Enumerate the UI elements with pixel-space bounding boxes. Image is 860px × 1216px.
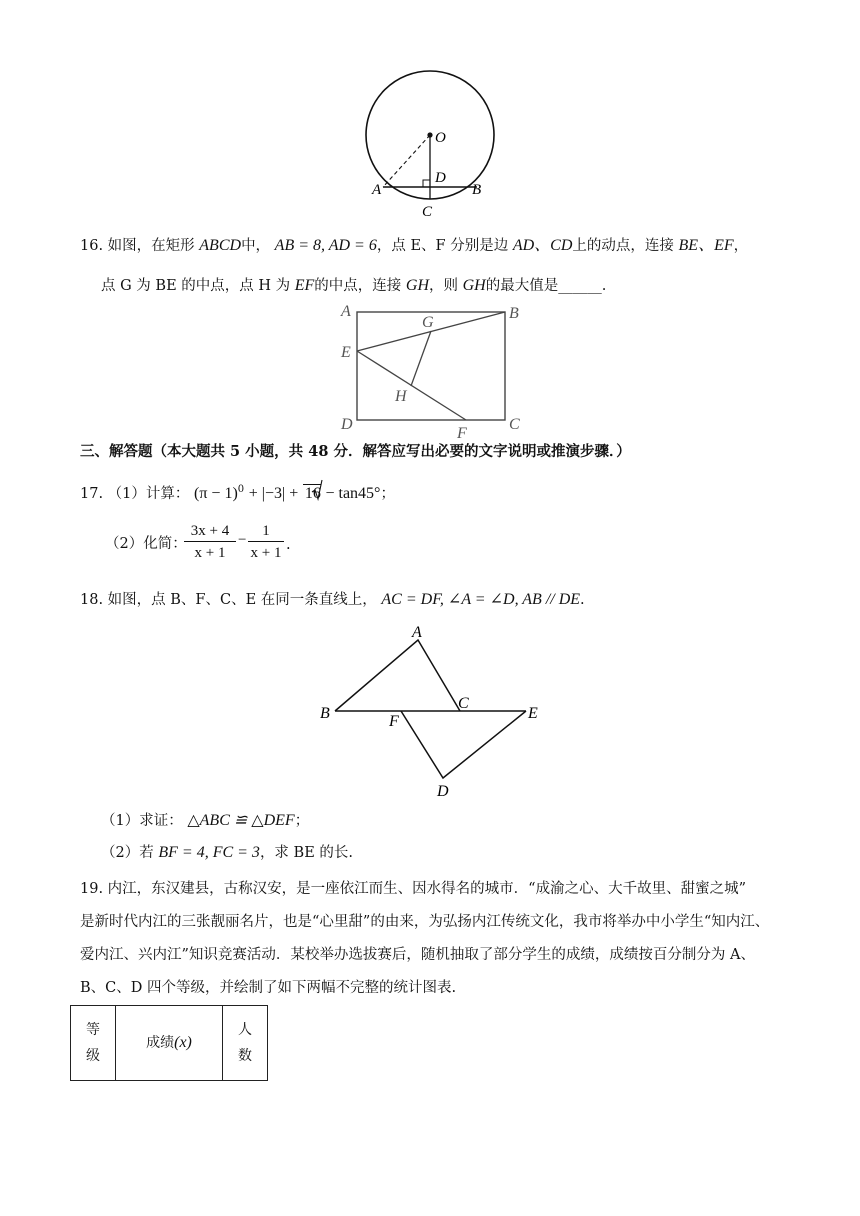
header-count: 人 数	[223, 1006, 268, 1081]
q17-part2-end: .	[286, 537, 291, 553]
triangles-figure	[310, 620, 550, 800]
label-c: C	[422, 204, 433, 220]
q16-line2: 点 G 为 BE 的中点，点 H 为 EF的中点，连接 GH，则 GH的最大值是______.	[101, 277, 607, 294]
rectangle-figure	[335, 298, 535, 440]
label-b: B	[509, 305, 519, 322]
header-score: 成绩(x)	[116, 1006, 223, 1081]
label-a: A	[341, 303, 351, 320]
label-b: B	[472, 182, 482, 198]
label-a: A	[412, 624, 422, 641]
q18-stem: 18. 如图，点 B、F、C、E 在同一条直线上， AC = DF, ∠A = ∠D, AB // DE.	[80, 591, 585, 608]
q16-line1: 16. 如图，在矩形 ABCD中， AB = 8, AD = 6，点 E、F 分别是边 AD、CD上的动点，连接 BE、EF，	[80, 237, 749, 254]
q19-line4: B、C、D 四个等级，并绘制了如下两幅不完整的统计图表.	[80, 980, 457, 996]
label-c: C	[458, 695, 469, 712]
label-b: B	[320, 705, 330, 722]
label-d: D	[341, 416, 353, 433]
sqrt-radicand: 16	[304, 484, 321, 502]
fraction-2: 1 x + 1	[248, 521, 284, 564]
circle-figure	[355, 70, 505, 220]
table-row	[71, 1006, 268, 1081]
label-f: F	[389, 713, 399, 730]
label-d: D	[435, 170, 446, 186]
q18-part1: （1）求证： △ABC ≌ △DEF；	[101, 812, 310, 829]
q18-part2: （2）若 BF = 4, FC = 3，求 BE 的长.	[101, 844, 354, 861]
q17-part2-label: （2）化简：	[105, 536, 187, 552]
q19-line3: 爱内江、兴内江”知识竞赛活动．某校举办选拔赛后，随机抽取了部分学生的成绩，成绩按百分制分为 A、	[80, 947, 755, 963]
q17-part1: 17. （1）计算： $(\pi - 1)^0 + |-3| + 16 - \tan 45^\circ$；	[80, 484, 395, 502]
header-grade: 等 级	[71, 1006, 116, 1081]
section-heading: 三、解答题（本大题共 5 小题，共 48 分．解答应写出必要的文字说明或推演步骤．）	[80, 443, 631, 460]
sqrt-sign	[311, 479, 323, 501]
label-e: E	[341, 344, 351, 361]
label-o: O	[435, 130, 446, 146]
label-a: A	[372, 182, 382, 198]
label-f: F	[457, 425, 467, 440]
fraction-1: 3x + 4 x + 1	[184, 521, 236, 564]
q19-line2: 是新时代内江的三张靓丽名片，也是“心里甜”的由来，为弘扬内江传统文化，我市将举办中小学生“知内江、	[80, 914, 770, 930]
label-g: G	[422, 314, 434, 331]
q19-line1: 19. 内江，东汉建县，古称汉安，是一座依江而生、因水得名的城市．“成渝之心、大千故里、甜蜜之城”	[80, 881, 746, 897]
label-d: D	[437, 783, 449, 800]
grade-table	[70, 1005, 268, 1081]
label-c: C	[509, 416, 520, 433]
label-e: E	[528, 705, 538, 722]
minus-sign: −	[238, 532, 247, 548]
label-h: H	[395, 388, 407, 405]
